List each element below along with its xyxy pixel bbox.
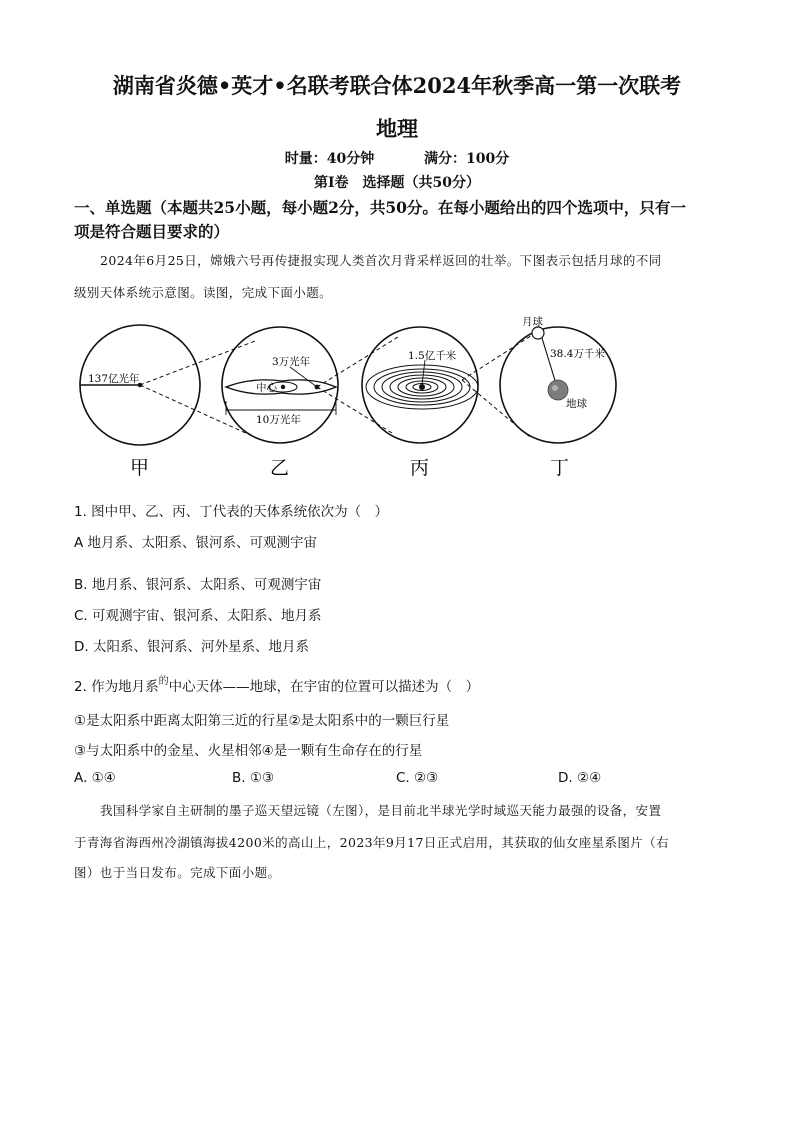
panel-label-ding: 丁	[550, 457, 570, 479]
q2-stem-superscript: 的	[158, 676, 169, 687]
panel-label-yi: 乙	[270, 457, 290, 479]
ding-moon-label: 月球	[522, 316, 543, 328]
q2-option-a[interactable]: A. ①④	[74, 770, 116, 786]
q1-option-a[interactable]: A 地月系、太阳系、银河系、可观测宇宙	[74, 535, 318, 551]
q2-stem	[74, 675, 479, 695]
time-label: 时量：40分钟	[284, 151, 375, 167]
celestial-systems-figure	[0, 305, 794, 495]
passage2-line3: 图）也于当日发布。完成下面小题。	[74, 865, 281, 880]
q1-option-d[interactable]: D. 太阳系、银河系、河外星系、地月系	[74, 639, 309, 655]
exam-meta	[0, 148, 794, 168]
moon-icon	[532, 327, 544, 339]
q1-stem: 1. 图中甲、乙、丙、丁代表的天体系统依次为（ ）	[74, 504, 389, 520]
panel-yi	[222, 327, 338, 479]
passage2-line2: 于青海省海西州冷湖镇海拔4200米的高山上，2023年9月17日正式启用，其获取的仙女座星系图片（右	[74, 835, 669, 850]
exam-title: 湖南省炎德•英才•名联考联合体2024年秋季高一第一次联考	[112, 73, 682, 98]
panel-label-jia: 甲	[130, 457, 150, 479]
panel-ding	[500, 315, 616, 479]
q2-statements-line2: ③与太阳系中的金星、火星相邻④是一颗有生命存在的行星	[74, 743, 423, 759]
score-label: 满分：100分	[424, 151, 510, 167]
jia-radius-label: 137亿光年	[88, 373, 140, 385]
section-heading-line2: 项是符合题目要求的）	[74, 222, 230, 241]
passage2-line1: 我国科学家自主研制的墨子巡天望远镜（左图），是目前北半球光学时域巡天能力最强的设备，安置	[100, 803, 662, 818]
part-title: 第Ⅰ卷 选择题（共50分）	[313, 175, 481, 191]
subject-title: 地理	[376, 116, 418, 141]
ding-earth-label: 地球	[566, 398, 587, 410]
q1-option-c[interactable]: C. 可观测宇宙、银河系、太阳系、地月系	[74, 608, 322, 624]
ding-distance-label: 38.4万千米	[550, 348, 605, 360]
q2-stem-part2: 中心天体——地球，在宇宙的位置可以描述为（ ）	[168, 679, 480, 695]
q2-option-c[interactable]: C. ②③	[396, 770, 439, 786]
passage1-line2: 级别天体系统示意图。读图，完成下面小题。	[74, 285, 333, 300]
panel-bing	[362, 327, 478, 479]
earth-icon	[548, 380, 568, 400]
q2-option-d[interactable]: D. ②④	[558, 770, 602, 786]
section-heading-line1: 一、单选题（本题共25小题，每小题2分，共50分。在每小题给出的四个选项中，只有一	[74, 198, 686, 217]
q1-option-b[interactable]: B. 地月系、银河系、太阳系、可观测宇宙	[74, 577, 322, 593]
panel-label-bing: 丙	[410, 457, 430, 479]
panel-jia	[80, 325, 200, 479]
yi-center-label: 中心	[256, 382, 277, 394]
bing-distance-label: 1.5亿千米	[408, 350, 457, 362]
passage1-line1: 2024年6月25日，嫦娥六号再传捷报实现人类首次月背采样返回的壮举。下图表示包括月球的不同	[100, 253, 662, 268]
yi-distance-label: 3万光年	[272, 356, 311, 368]
q2-option-b[interactable]: B. ①③	[232, 770, 275, 786]
q2-statements-line1: ①是太阳系中距离太阳第三近的行星②是太阳系中的一颗巨行星	[74, 713, 450, 729]
q2-stem-part1: 2. 作为地月系	[74, 679, 159, 695]
yi-diameter-label: 10万光年	[256, 414, 301, 426]
